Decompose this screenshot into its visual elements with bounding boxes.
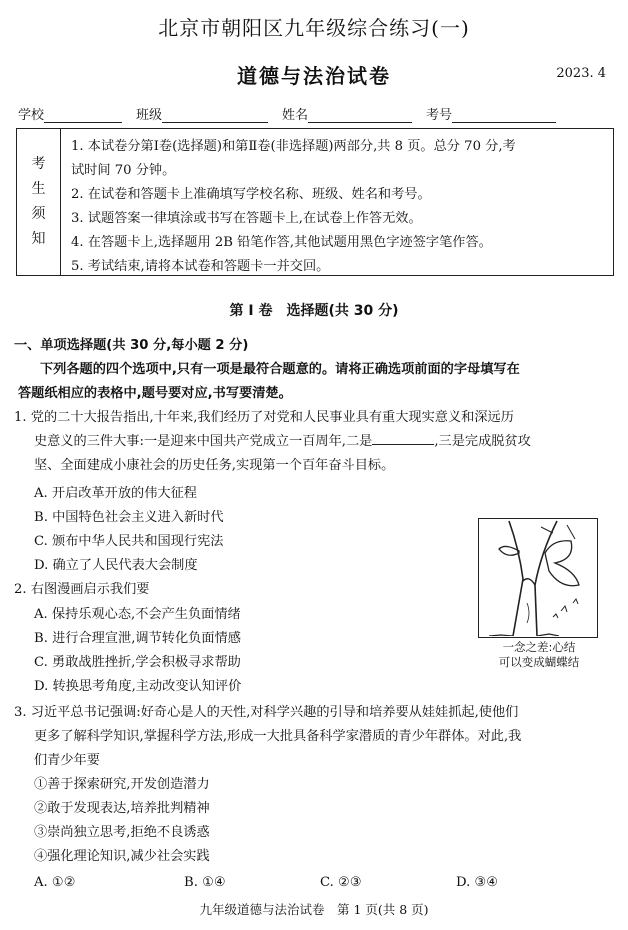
q3-choice-a[interactable]: A. ①② — [34, 875, 76, 890]
section-title: 第 Ⅰ 卷 选择题(共 30 分) — [229, 303, 399, 319]
q3-statement-2: ②敢于发现表达,培养批判精神 — [34, 801, 210, 816]
q2-option-b[interactable]: B. 进行合理宣泄,调节转化负面情感 — [34, 631, 241, 646]
student-info-row — [18, 104, 613, 123]
part-heading: 一、单项选择题(共 30 分,每小题 2 分) — [14, 338, 249, 353]
notice-item: 4. 在答题卡上,选择题用 2B 铅笔作答,其他试题用黑色字迹签字笔作答。 — [71, 235, 492, 250]
exam-subtitle: 道德与法治试卷 — [237, 64, 391, 88]
notice-item: 2. 在试卷和答题卡上准确填写学校名称、班级、姓名和考号。 — [71, 187, 431, 202]
name-label: 姓名 — [282, 108, 309, 123]
q3-statement-3: ③崇尚独立思考,拒绝不良诱惑 — [34, 825, 210, 840]
page-footer: 九年级道德与法治试卷 第 1 页(共 8 页) — [199, 902, 429, 917]
q3-statement-1: ①善于探索研究,开发创造潜力 — [34, 777, 210, 792]
notice-item: 1. 本试卷分第Ⅰ卷(选择题)和第Ⅱ卷(非选择题)两部分,共 8 页。总分 70 分,考 — [71, 139, 516, 154]
exam-title: 北京市朝阳区九年级综合练习(一) — [158, 16, 470, 40]
q1-blank — [372, 432, 434, 445]
exam-date: 2023. 4 — [556, 66, 606, 81]
q1-option-c[interactable]: C. 颁布中华人民共和国现行宪法 — [34, 534, 224, 549]
notice-item: 3. 试题答案一律填涂或书写在答题卡上,在试卷上作答无效。 — [71, 211, 422, 226]
exam-notice-box — [16, 128, 614, 276]
school-label: 学校 — [18, 108, 45, 123]
notice-items — [61, 129, 524, 275]
cartoon-tree-knot-image — [478, 518, 598, 638]
q2-option-a[interactable]: A. 保持乐观心态,不会产生负面情绪 — [34, 607, 241, 622]
q2-stem: 2. 右图漫画启示我们要 — [14, 582, 150, 597]
class-field[interactable] — [162, 108, 268, 123]
instruction-line-1: 下列各题的四个选项中,只有一项是最符合题意的。请将正确选项前面的字母填写在 — [40, 362, 520, 377]
instruction-line-2: 答题纸相应的表格中,题号要对应,书写要清楚。 — [18, 386, 292, 401]
q1-option-d[interactable]: D. 确立了人民代表大会制度 — [34, 558, 198, 573]
notice-item: 5. 考试结束,请将本试卷和答题卡一并交回。 — [71, 259, 330, 274]
name-field[interactable] — [308, 108, 412, 123]
school-field[interactable] — [44, 108, 122, 123]
q3-choice-c[interactable]: C. ②③ — [320, 875, 362, 890]
q3-statement-4: ④强化理论知识,减少社会实践 — [34, 849, 210, 864]
q1-option-a[interactable]: A. 开启改革开放的伟大征程 — [34, 486, 197, 501]
notice-label: 考 生 须 知 — [17, 129, 61, 275]
q1-option-b[interactable]: B. 中国特色社会主义进入新时代 — [34, 510, 224, 525]
class-label: 班级 — [136, 108, 163, 123]
cartoon-caption: 一念之差:心结 可以变成蝴蝶结 — [498, 640, 580, 669]
notice-item: 试时间 70 分钟。 — [71, 163, 176, 178]
q3-stem-line-3: 们青少年要 — [34, 753, 100, 768]
q1-stem-line-3: 坚、全面建成小康社会的历史任务,实现第一个百年奋斗目标。 — [34, 458, 395, 473]
number-field[interactable] — [452, 108, 556, 123]
q2-option-c[interactable]: C. 勇敢战胜挫折,学会积极寻求帮助 — [34, 655, 241, 670]
q3-stem-line-2: 更多了解科学知识,掌握科学方法,形成一大批具备科学家潜质的青少年群体。对此,我 — [34, 729, 522, 744]
q3-choice-b[interactable]: B. ①④ — [184, 875, 226, 890]
q2-option-d[interactable]: D. 转换思考角度,主动改变认知评价 — [34, 679, 242, 694]
q3-choice-d[interactable]: D. ③④ — [456, 875, 499, 890]
number-label: 考号 — [426, 108, 453, 123]
tree-knot-icon — [479, 519, 596, 636]
q3-stem-line-1: 3. 习近平总书记强调:好奇心是人的天性,对科学兴趣的引导和培养要从娃娃抓起,使他们 — [14, 705, 519, 720]
q1-stem-line-1: 1. 党的二十大报告指出,十年来,我们经历了对党和人民事业具有重大现实意义和深远历 — [14, 410, 514, 425]
q1-stem-line-2: 史意义的三件大事:一是迎来中国共产党成立一百周年,二是 ,三是完成脱贫攻 — [34, 434, 531, 449]
